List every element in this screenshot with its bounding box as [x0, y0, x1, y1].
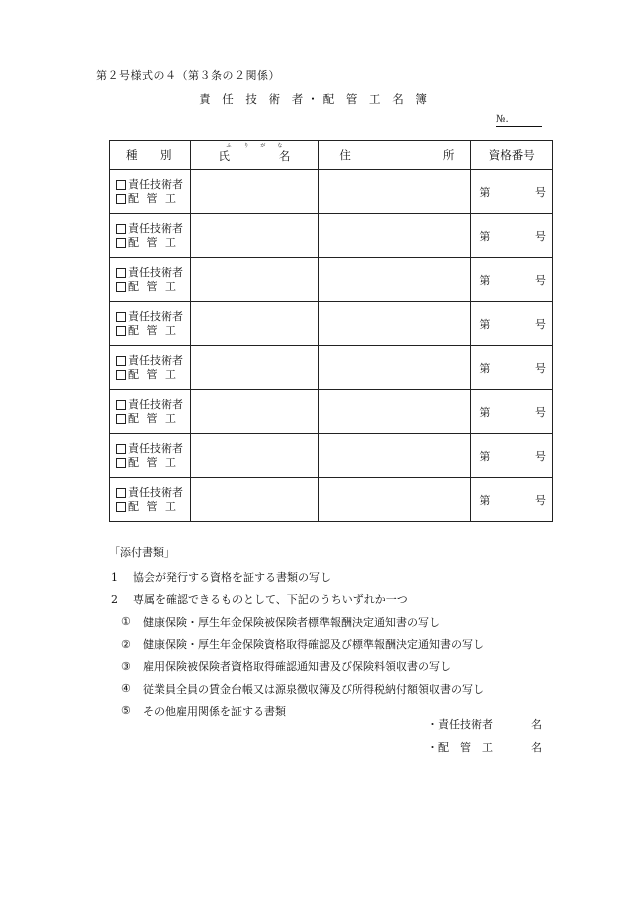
kind-cell[interactable] [110, 214, 191, 258]
checkbox[interactable] [116, 444, 126, 454]
table-row [110, 434, 553, 478]
option-plumber[interactable]: 配 管 工 [116, 192, 190, 206]
address-cell[interactable] [319, 346, 471, 390]
list-item: 2 専属を確認できるものとして、下記のうちいずれか一つ [111, 592, 408, 607]
name-cell[interactable] [190, 258, 319, 302]
license-cell[interactable]: 第 号 [471, 302, 553, 346]
option-chief-engineer[interactable]: 責任技術者 [116, 442, 190, 456]
table-row [110, 170, 553, 214]
license-cell[interactable]: 第 号 [471, 346, 553, 390]
name-cell[interactable] [190, 214, 319, 258]
kind-cell[interactable] [110, 346, 191, 390]
count-plumber: ・配 管 工 名 [427, 740, 542, 754]
list-item: ③ 雇用保険被保険者資格取得確認通知書及び保険料領収書の写し [121, 659, 451, 674]
address-cell[interactable] [319, 478, 471, 522]
option-plumber[interactable]: 配 管 工 [116, 500, 190, 514]
header-license: 資格番号 [471, 141, 553, 170]
option-chief-engineer[interactable]: 責任技術者 [116, 222, 190, 236]
header-name: ふ り が な 氏 名 [190, 141, 319, 170]
option-chief-engineer[interactable]: 責任技術者 [116, 398, 190, 412]
option-chief-engineer[interactable]: 責任技術者 [116, 266, 190, 280]
name-cell[interactable] [190, 434, 319, 478]
option-chief-engineer[interactable]: 責任技術者 [116, 486, 190, 500]
list-item: 1 協会が発行する資格を証する書類の写し [111, 570, 331, 585]
header-kind: 種 別 [110, 141, 191, 170]
name-cell[interactable] [190, 346, 319, 390]
table-row [110, 302, 553, 346]
name-cell[interactable] [190, 170, 319, 214]
checkbox[interactable] [116, 224, 126, 234]
kind-cell[interactable] [110, 478, 191, 522]
address-cell[interactable] [319, 434, 471, 478]
table-header-row [110, 141, 553, 170]
list-item: ② 健康保険・厚生年金保険資格取得確認及び標準報酬決定通知書の写し [121, 637, 484, 652]
header-address: 住 所 [319, 141, 471, 170]
checkbox[interactable] [116, 268, 126, 278]
list-item: ① 健康保険・厚生年金保険被保険者標準報酬決定通知書の写し [121, 615, 440, 629]
kind-cell[interactable] [110, 434, 191, 478]
table-row [110, 478, 553, 522]
option-plumber[interactable]: 配 管 工 [116, 368, 190, 382]
checkbox[interactable] [116, 326, 126, 336]
checkbox[interactable] [116, 458, 126, 468]
checkbox[interactable] [116, 488, 126, 498]
number-field[interactable]: №. [496, 114, 542, 127]
checkbox[interactable] [116, 370, 126, 380]
table-row [110, 258, 553, 302]
option-chief-engineer[interactable]: 責任技術者 [116, 178, 190, 192]
roster-table [109, 140, 553, 522]
furigana: ふ り が な [226, 143, 283, 149]
table-row [110, 214, 553, 258]
option-chief-engineer[interactable]: 責任技術者 [116, 310, 190, 324]
kind-cell[interactable] [110, 302, 191, 346]
table-row [110, 390, 553, 434]
option-chief-engineer[interactable]: 責任技術者 [116, 354, 190, 368]
kind-cell[interactable] [110, 258, 191, 302]
option-plumber[interactable]: 配 管 工 [116, 236, 190, 250]
kind-cell[interactable] [110, 170, 191, 214]
address-cell[interactable] [319, 258, 471, 302]
name-cell[interactable] [190, 390, 319, 434]
license-cell[interactable]: 第 号 [471, 478, 553, 522]
license-cell[interactable]: 第 号 [471, 170, 553, 214]
license-cell[interactable]: 第 号 [471, 434, 553, 478]
license-cell[interactable]: 第 号 [471, 258, 553, 302]
attachment-list [111, 566, 484, 722]
license-cell[interactable]: 第 号 [471, 390, 553, 434]
document-title: 責 任 技 術 者・配 管 工 名 簿 [199, 92, 431, 106]
form-id: 第２号様式の４（第３条の２関係） [96, 69, 280, 82]
kind-cell[interactable] [110, 390, 191, 434]
signature-block [427, 712, 542, 758]
option-plumber[interactable]: 配 管 工 [116, 456, 190, 470]
list-item: ④ 従業員全員の賃金台帳又は源泉徴収簿及び所得税納付額領収書の写し [121, 682, 484, 696]
checkbox[interactable] [116, 414, 126, 424]
address-cell[interactable] [319, 302, 471, 346]
count-chief-engineer: ・責任技術者 名 [427, 717, 542, 731]
address-cell[interactable] [319, 390, 471, 434]
checkbox[interactable] [116, 312, 126, 322]
table-row [110, 346, 553, 390]
option-plumber[interactable]: 配 管 工 [116, 412, 190, 426]
address-cell[interactable] [319, 214, 471, 258]
checkbox[interactable] [116, 238, 126, 248]
checkbox[interactable] [116, 400, 126, 410]
license-cell[interactable]: 第 号 [471, 214, 553, 258]
checkbox[interactable] [116, 180, 126, 190]
address-cell[interactable] [319, 170, 471, 214]
attachments-heading: 「添付書類」 [109, 546, 175, 559]
list-item: ⑤ その他雇用関係を証する書類 [121, 704, 286, 718]
option-plumber[interactable]: 配 管 工 [116, 280, 190, 294]
option-plumber[interactable]: 配 管 工 [116, 324, 190, 338]
name-cell[interactable] [190, 302, 319, 346]
checkbox[interactable] [116, 194, 126, 204]
name-cell[interactable] [190, 478, 319, 522]
checkbox[interactable] [116, 282, 126, 292]
checkbox[interactable] [116, 502, 126, 512]
checkbox[interactable] [116, 356, 126, 366]
